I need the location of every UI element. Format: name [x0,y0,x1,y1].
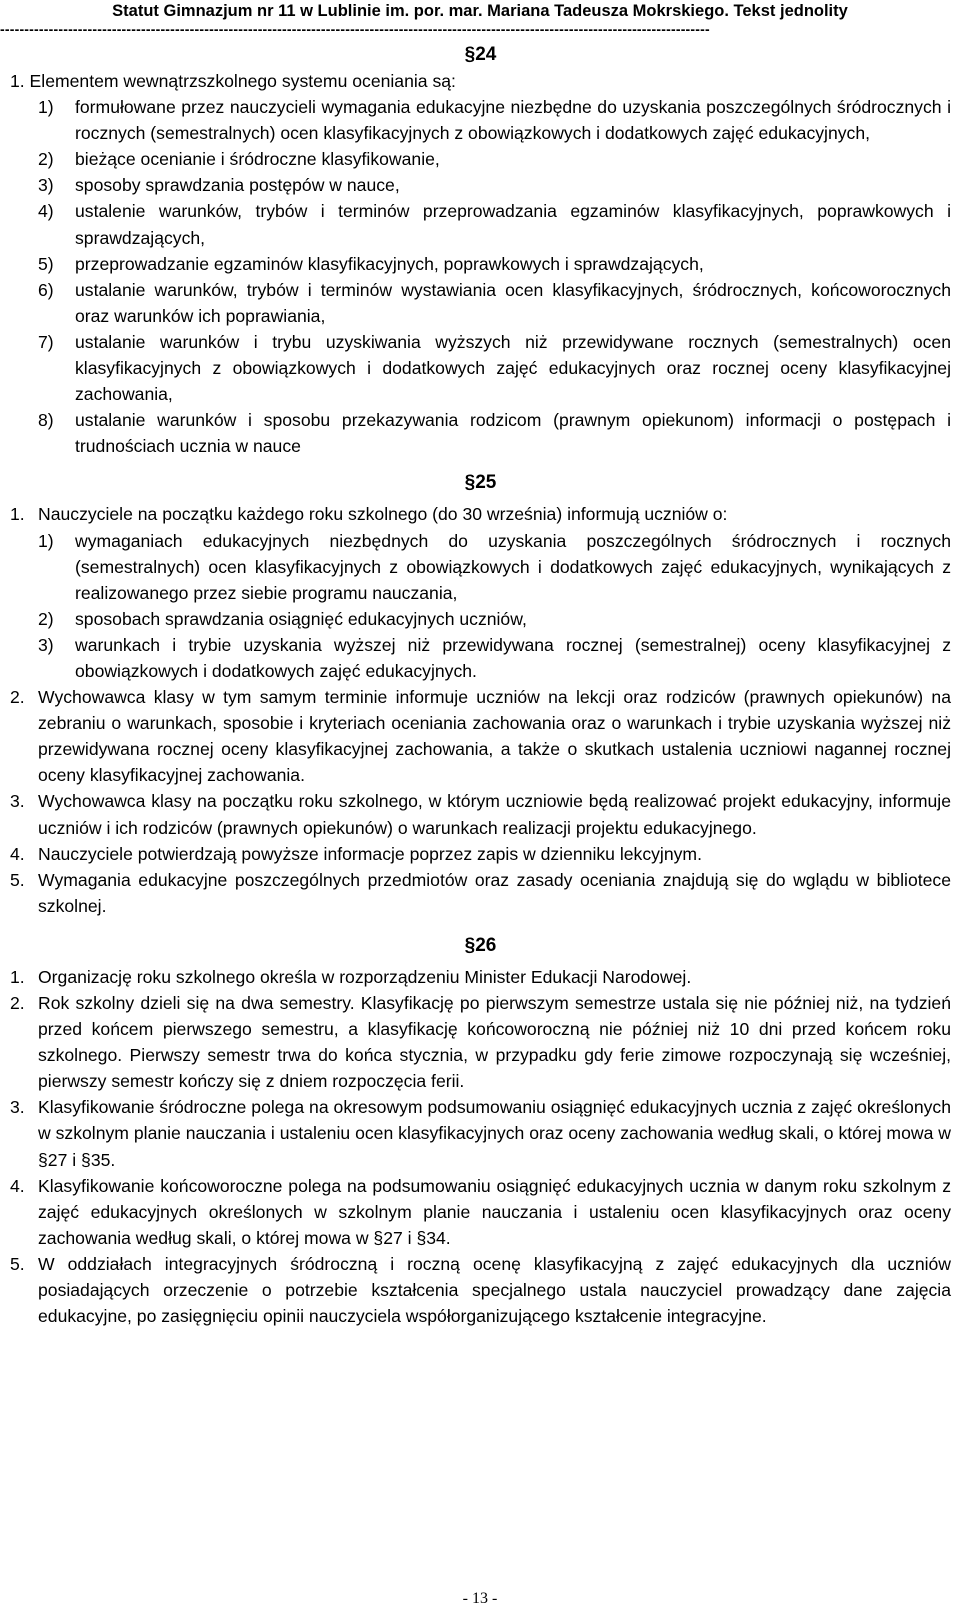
item-text: ustalanie warunków, trybów i terminów wystawiania ocen klasyfikacyjnych, śródrocznych, końcoworocznych oraz warunków ich poprawiania, [75,279,951,326]
paragraph-number: 2. [10,993,25,1013]
paragraph-text: Wychowawca klasy na początku roku szkolnego, w którym uczniowie będą realizować projekt edukacyjny, informuje uczniów i ich rodziców (prawnych opiekunów) o warunkach realizacji projektu edukacyjnego. [38,791,951,838]
item-text: sposobach sprawdzania osiągnięć edukacyjnych uczniów, [75,608,527,629]
item-number: 1) [38,530,54,551]
section-25-list [10,528,951,685]
section-heading [10,42,951,68]
paragraph-number: 2. [10,687,25,708]
paragraph-text: Organizację roku szkolnego określa w rozporządzeniu Minister Edukacji Narodowej. [38,966,692,987]
paragraph-text: Klasyfikowanie końcoworoczne polega na podsumowaniu osiągnięć edukacyjnych ucznia w danym roku szkolnym z zajęć edukacyjnych określonych w szkolnym planie nauczania i ustaleniu ocen klasyfikacyjnych oraz oceny zachowania według skali, o której mowa w §27 i §34. [38,1175,951,1248]
document-header: Statut Gimnazjum nr 11 w Lublinie im. por. mar. Mariana Tadeusza Mokrskiego. Tekst jednolity [112,2,848,20]
paragraph-number: 3. [10,791,25,812]
section-25-title: §25 [464,472,497,494]
paragraph [10,841,951,867]
paragraph [10,684,951,788]
list-item [10,94,951,146]
list-item [10,172,951,198]
item-text: warunkach i trybie uzyskania wyższej niż przewidywana rocznej (semestralnej) oceny klasyfikacyjnej z obowiązkowych i dodatkowych zajęć edukacyjnych. [75,634,951,681]
list-item [10,251,951,277]
list-item [10,198,951,250]
list-item [10,528,951,606]
section-24-intro: 1. Elementem wewnątrzszkolnego systemu oceniania są: [10,71,456,91]
document-body [10,40,951,1329]
paragraph-number: 4. [10,843,25,864]
item-text: ustalenie warunków, trybów i terminów przeprowadzania egzaminów klasyfikacyjnych, poprawkowych i sprawdzających, [75,201,951,248]
item-text: wymaganiach edukacyjnych niezbędnych do uzyskania poszczególnych śródrocznych i rocznych (semestralnych) ocen klasyfikacyjnych z obowiązkowych i dodatkowych zajęć edukacyjnych, wynikających z realizowanego przez siebie programu nauczania, [75,530,951,603]
item-number: 8) [38,410,54,431]
paragraph [10,501,951,527]
section-24-title: §24 [464,44,497,65]
paragraph-number: 5. [10,869,25,890]
paragraph [10,1173,951,1251]
paragraph-number: 1. [10,504,25,525]
list-item [10,146,951,172]
paragraph-text: Nauczyciele potwierdzają powyższe informacje poprzez zapis w dzienniku lekcyjnym. [38,843,702,864]
section-heading [10,470,951,496]
paragraph [10,964,951,990]
list-item [10,329,951,407]
paragraph-text: Wymagania edukacyjne poszczególnych przedmiotów oraz zasady oceniania znajdują się do wglądu w bibliotece szkolnej. [38,869,951,916]
item-text: bieżące ocenianie i śródroczne klasyfikowanie, [75,149,440,170]
list-item [10,632,951,684]
paragraph [10,1094,951,1172]
header-separator: -------------------------------------------------------------------------------------------------------------------------------------------------- [0,22,710,36]
item-text: formułowane przez nauczycieli wymagania edukacyjne niezbędne do uzyskania poszczególnych śródrocznych i rocznych (semestralnych) ocen klasyfikacyjnych z obowiązkowych i dodatkowych zajęć edukacyjnych, [75,97,951,144]
paragraph-number: 1. [10,966,25,987]
section-heading [10,933,951,959]
item-number: 3) [38,175,54,196]
paragraph [10,1251,951,1329]
item-number: 4) [38,201,54,222]
page-number: - 13 - [462,1590,498,1607]
paragraph-number: 4. [10,1175,25,1196]
item-text: sposoby sprawdzania postępów w nauce, [75,175,400,196]
section-24-list [10,94,951,459]
section-26-title: §26 [464,934,497,956]
item-number: 5) [38,253,54,274]
item-number: 1) [38,97,54,118]
paragraph [10,990,951,1094]
item-number: 2) [38,149,54,170]
paragraph-text: W oddziałach integracyjnych śródroczną i roczną ocenę klasyfikacyjną z zajęć edukacyjnych dla uczniów posiadających orzeczenie o potrzebie kształcenia specjalnego ustala nauczyciel prowadzący dane zajęcia edukacyjne, po zasięgnięciu opinii nauczyciela współorganizującego kształcenie integracyjne. [38,1253,951,1327]
list-item [10,606,951,632]
item-text: ustalanie warunków i sposobu przekazywania rodzicom (prawnym opiekunom) informacji o postępach i trudnościach ucznia w nauce [75,410,951,457]
item-number: 2) [38,608,54,629]
paragraph-number: 5. [10,1253,25,1274]
paragraph [10,867,951,919]
item-number: 3) [38,634,54,655]
paragraph-text: Nauczyciele na początku każdego roku szkolnego (do 30 września) informują uczniów o: [38,504,728,525]
list-item [10,277,951,329]
paragraph-text: Wychowawca klasy w tym samym terminie informuje uczniów na lekcji oraz rodziców (prawnych opiekunów) na zebraniu o warunkach, sposobie i kryteriach oceniania zachowania oraz o warunkach i trybie uzyskania wyższej niż przewidywana rocznej oceny klasyfikacyjnej zachowania, a także o skutkach ustalenia uczniowi nagannej rocznej oceny klasyfikacyjnej zachowania. [38,687,951,786]
paragraph-text: Rok szkolny dzieli się na dwa semestry. Klasyfikację po pierwszym semestrze ustala się nie później niż, na tydzień przed końcem pierwszego semestru, a klasyfikację końcoworoczną nie później niż 10 dni przed końcem roku szkolnego. Pierwszy semestr trwa do końca stycznia, w przypadku gdy ferie zimowe rozpoczynają się wcześniej, pierwszy semestr kończy się z dniem rozpoczęcia ferii. [38,993,951,1092]
item-number: 7) [38,331,54,352]
paragraph-number: 3. [10,1097,25,1118]
item-text: ustalanie warunków i trybu uzyskiwania wyższych niż przewidywane rocznych (semestralnych) ocen klasyfikacyjnych z obowiązkowych i dodatkowych zajęć edukacyjnych oraz rocznej oceny klasyfikacyjnej zachowania, [75,331,951,405]
item-number: 6) [38,279,54,300]
item-text: przeprowadzanie egzaminów klasyfikacyjnych, poprawkowych i sprawdzających, [75,253,704,274]
paragraph-text: Klasyfikowanie śródroczne polega na okresowym podsumowaniu osiągnięć edukacyjnych ucznia z zajęć określonych w szkolnym planie nauczania i ustaleniu ocen klasyfikacyjnych oraz oceny zachowania według skali, o której mowa w §27 i §35. [38,1097,951,1170]
paragraph [10,788,951,840]
list-item [10,407,951,459]
